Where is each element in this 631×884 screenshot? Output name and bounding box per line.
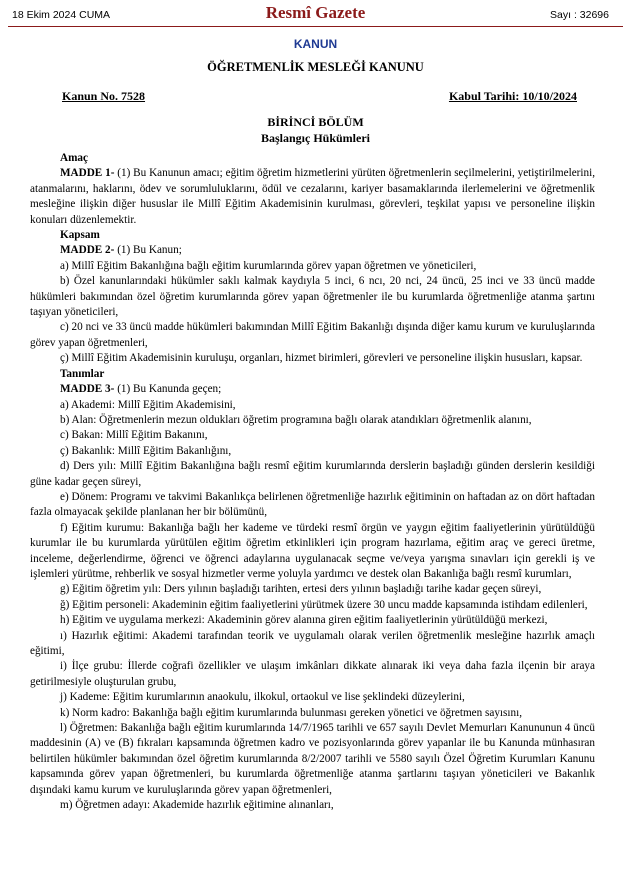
article-1-body: (1) Bu Kanunun amacı; eğitim öğretim hizmetlerini yürüten öğretmenlerin seçilmelerini, yetiştirilmelerini, atanmalarını, haklarını, ödev ve sorumluluklarını, ödül ve cezalarını, kariyer basamaklarında ilerlemelerini ve öğretmenlik mesleğine ilişkin diğer hususlar ile Millî Eğitim Akademisinin kurulması, görevleri, teşkilat yapısı ve personeline ilişkin konuları düzenlemektir. xyxy=(30,167,595,226)
article-3-intro-text: (1) Bu Kanunda geçen; xyxy=(114,383,222,396)
part-heading: BİRİNCİ BÖLÜM xyxy=(267,115,364,129)
header-divider xyxy=(8,26,623,27)
definition-item: j) Kademe: Eğitim kurumlarının anaokulu, ilkokul, ortaokul ve lise şeklindeki düzeylerini, xyxy=(60,691,465,704)
definition-item: l) Öğretmen: Bakanlığa bağlı eğitim kurumlarında 14/7/1965 tarihli ve 657 sayılı Devlet Memurları Kanununun 4 üncü maddesinin (A) ve (B) fıkraları kapsamında öğretmen kadro ve pozisyonlarında görev yapanlar ile bu Kanunda münhasıran belirtilen hükümler bakımından özel öğretim kurumlarında 8/2/2007 tarihli ve 5580 sayılı Özel Öğretim Kurumları Kanunu kapsamında görev yapan öğretmenleri, bu kurumlarda öğretmenliğe atanma şartlarını taşıyan yöneticileri ve Bakanlık dışındaki kamu kurum ve kuruluşlarında görev yapan öğretmenleri, xyxy=(30,722,595,796)
article-1-text xyxy=(30,166,595,228)
article-3-heading: Tanımlar xyxy=(60,367,105,380)
gazette-header xyxy=(8,0,623,26)
article-2-heading: Kapsam xyxy=(60,229,100,242)
definition-item: ğ) Eğitim personeli: Akademinin eğitim faaliyetlerini yürütmek üzere 30 uncu madde kapsamında istihdam edilenleri, xyxy=(60,598,588,611)
issue-number: Sayı : 32696 xyxy=(550,9,609,21)
definition-item: ı) Hazırlık eğitimi: Akademi tarafından teorik ve uygulamalı olarak verilen öğretmenlik mesleğine hazırlık amaçlı eğitimi, xyxy=(30,629,595,657)
definition-item: h) Eğitim ve uygulama merkezi: Akademinin görev alanına giren eğitim faaliyetlerinin yürütüldüğü merkezi, xyxy=(60,614,548,627)
article-3-label: MADDE 3- xyxy=(60,383,115,396)
law-number: Kanun No. 7528 xyxy=(62,89,146,103)
law-title: ÖĞRETMENLİK MESLEĞİ KANUNU xyxy=(207,60,424,74)
article-2-label: MADDE 2- xyxy=(60,244,115,257)
definition-item: i) İlçe grubu: İllerde coğrafi özellikler ve ulaşım imkânları dikkate alınarak iki veya daha fazla ilçenin bir araya getirilmesiyle oluşturulan grubu, xyxy=(30,660,595,688)
article-2-item: ç) Millî Eğitim Akademisinin kuruluşu, organları, hizmet birimleri, görevleri ve personeline ilişkin hususları, kapsar. xyxy=(60,352,583,365)
gazette-title: Resmî Gazete xyxy=(265,3,366,22)
article-2-item: a) Millî Eğitim Bakanlığına bağlı eğitim kurumlarında görev yapan öğretmen ve yöneticileri, xyxy=(60,259,477,272)
definition-item: d) Ders yılı: Millî Eğitim Bakanlığına bağlı resmî eğitim kurumlarında derslerin başladığı günden derslerin kesildiği güne kadar geçen süreyi, xyxy=(30,460,595,488)
definition-item: g) Eğitim öğretim yılı: Ders yılının başladığı tarihten, ertesi ders yılının başladığı tarihe kadar geçen süreyi, xyxy=(60,583,542,596)
definition-item: f) Eğitim kurumu: Bakanlığa bağlı her kademe ve türdeki resmî örgün ve yaygın eğitim faaliyetlerinin yürütüldüğü kurumlar ile bu kurumlarda yürütülen eğitim öğretim etkinlikleri için program hazırlama, eğitim araç ve gereci üretme, inceleme, değerlendirme, öğrenci ve öğrenci adaylarına uygulanacak seçme ve/veya yarışma sınavları için gerekli iş ve işlemleri yürütme, rehberlik ve sosyal hizmetler verme yoluyla yardımcı ve destek olan Bakanlığa bağlı resmî kurumları, xyxy=(30,521,595,580)
definition-item: c) Bakan: Millî Eğitim Bakanını, xyxy=(60,429,208,442)
article-2-intro xyxy=(30,243,595,258)
law-body xyxy=(30,151,595,813)
definition-item: m) Öğretmen adayı: Akademide hazırlık eğitimine alınanları, xyxy=(60,799,334,812)
article-1-label: MADDE 1- xyxy=(60,167,115,180)
article-1-heading: Amaç xyxy=(60,152,88,164)
definition-item: k) Norm kadro: Bakanlığa bağlı eğitim kurumlarında bulunması gereken yönetici ve öğretmen sayısını, xyxy=(60,706,522,719)
part-subtitle: Başlangıç Hükümleri xyxy=(260,131,370,145)
article-2-item: c) 20 nci ve 33 üncü madde hükümleri bakımından Millî Eğitim Bakanlığı dışında diğer kamu kurum ve kuruluşlarında görev yapan öğretmenleri, xyxy=(30,321,595,349)
article-3-intro xyxy=(30,382,595,397)
acceptance-date: Kabul Tarihi: 10/10/2024 xyxy=(448,89,577,103)
article-2-item: b) Özel kanunlarındaki hükümler saklı kalmak kaydıyla 5 inci, 6 ncı, 20 nci, 24 üncü, 25 inci ve 33 üncü madde hükümleri bakımından özel öğretim kurumlarında görev yapan öğretmenler ile bu kurumlarda öğretmenliğe atanma şartını taşıyan yöneticileri, xyxy=(30,275,595,319)
definition-item: ç) Bakanlık: Millî Eğitim Bakanlığını, xyxy=(60,444,232,457)
definition-item: b) Alan: Öğretmenlerin mezun oldukları öğretim programına bağlı olarak atandıkları öğretmenlik alanını, xyxy=(60,413,532,426)
article-2-intro-text: (1) Bu Kanun; xyxy=(114,244,182,257)
document-type-label: KANUN xyxy=(293,37,338,51)
definition-item: e) Dönem: Programı ve takvimi Bakanlıkça belirlenen öğretmenliğe hazırlık eğitiminin on haftadan az on dört haftadan fazla olmayacak şekilde planlanan her bir bölümünü, xyxy=(30,490,595,519)
header-date: 18 Ekim 2024 CUMA xyxy=(12,9,111,21)
definition-item: a) Akademi: Millî Eğitim Akademisini, xyxy=(60,398,236,411)
